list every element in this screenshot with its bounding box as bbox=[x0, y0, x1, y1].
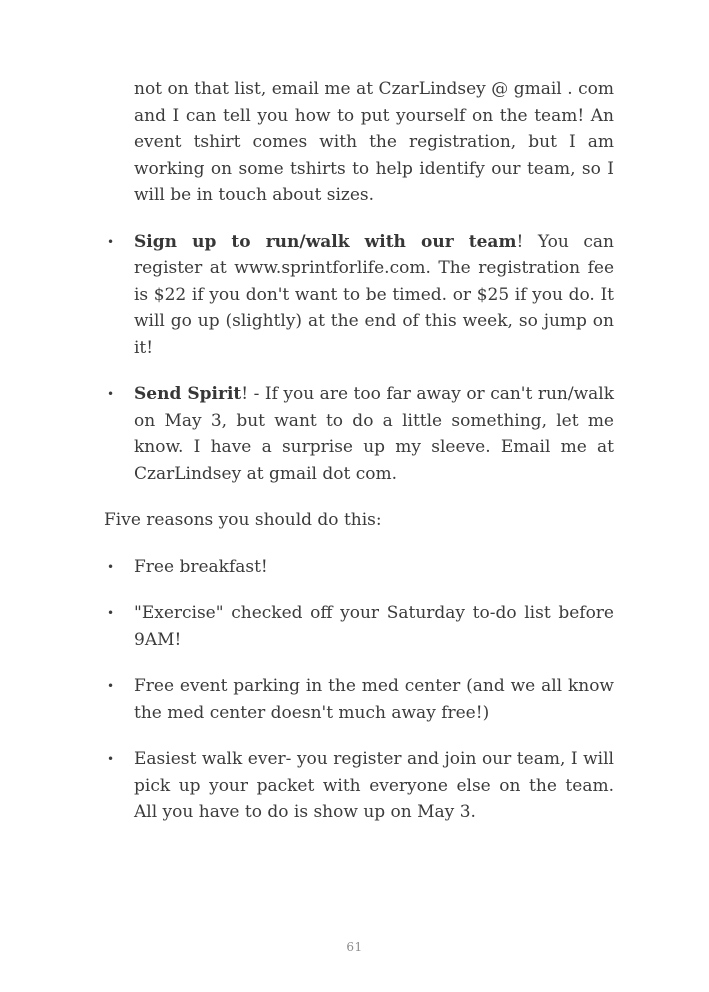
page-number: 61 bbox=[346, 940, 363, 954]
paragraph-continuation: not on that list, email me at CzarLindsey @ gmail . com and I can tell you how to put yourself on the team! An event tshirt comes with the registration, but I am working on some tshirts to help identify our team, so I will be in touch about sizes. bbox=[134, 79, 614, 205]
bullet-icon: • bbox=[107, 387, 115, 401]
bullet-text: Free event parking in the med center (and we all know the med center doesn't much away free!) bbox=[134, 676, 614, 723]
list-item-reason-3 bbox=[104, 673, 614, 726]
list-item-reason-1 bbox=[104, 554, 614, 581]
bullet-text: ! You can register at www.sprintforlife.com. The registration fee is $22 if you don't want to be timed. or $25 if you do. It will go up (slightly) at the end of this week, so jump on it! bbox=[134, 231, 614, 358]
bullet-icon: • bbox=[107, 606, 115, 620]
bullet-icon: • bbox=[107, 752, 115, 766]
bullet-bold-lead: Send Spirit bbox=[134, 384, 242, 404]
bullet-icon: • bbox=[107, 559, 115, 574]
bullet-icon: • bbox=[107, 234, 115, 249]
list-item-send-spirit bbox=[104, 381, 614, 487]
bullet-text: ! - If you are too far away or can't run/walk on May 3, but want to do a little something, let me know. I have a surprise up my sleeve. Email me at CzarLindsey at gmail dot com. bbox=[134, 384, 614, 484]
bullet-text: Free breakfast! bbox=[134, 556, 268, 577]
list-item-reason-2 bbox=[104, 600, 614, 653]
bullet-icon: • bbox=[107, 679, 115, 693]
list-item-reason-4 bbox=[104, 746, 614, 826]
bullet-text: Easiest walk ever- you register and join our team, I will pick up your packet with everyone else on the team. All you have to do is show up on May 3. bbox=[134, 749, 614, 822]
list-item-signup bbox=[104, 229, 614, 362]
section-heading: Five reasons you should do this: bbox=[104, 510, 382, 530]
bullet-bold-lead: Sign up to run/walk with our team bbox=[134, 231, 517, 252]
bullet-text: "Exercise" checked off your Saturday to-do list before 9AM! bbox=[134, 603, 614, 650]
page-content bbox=[104, 76, 614, 846]
